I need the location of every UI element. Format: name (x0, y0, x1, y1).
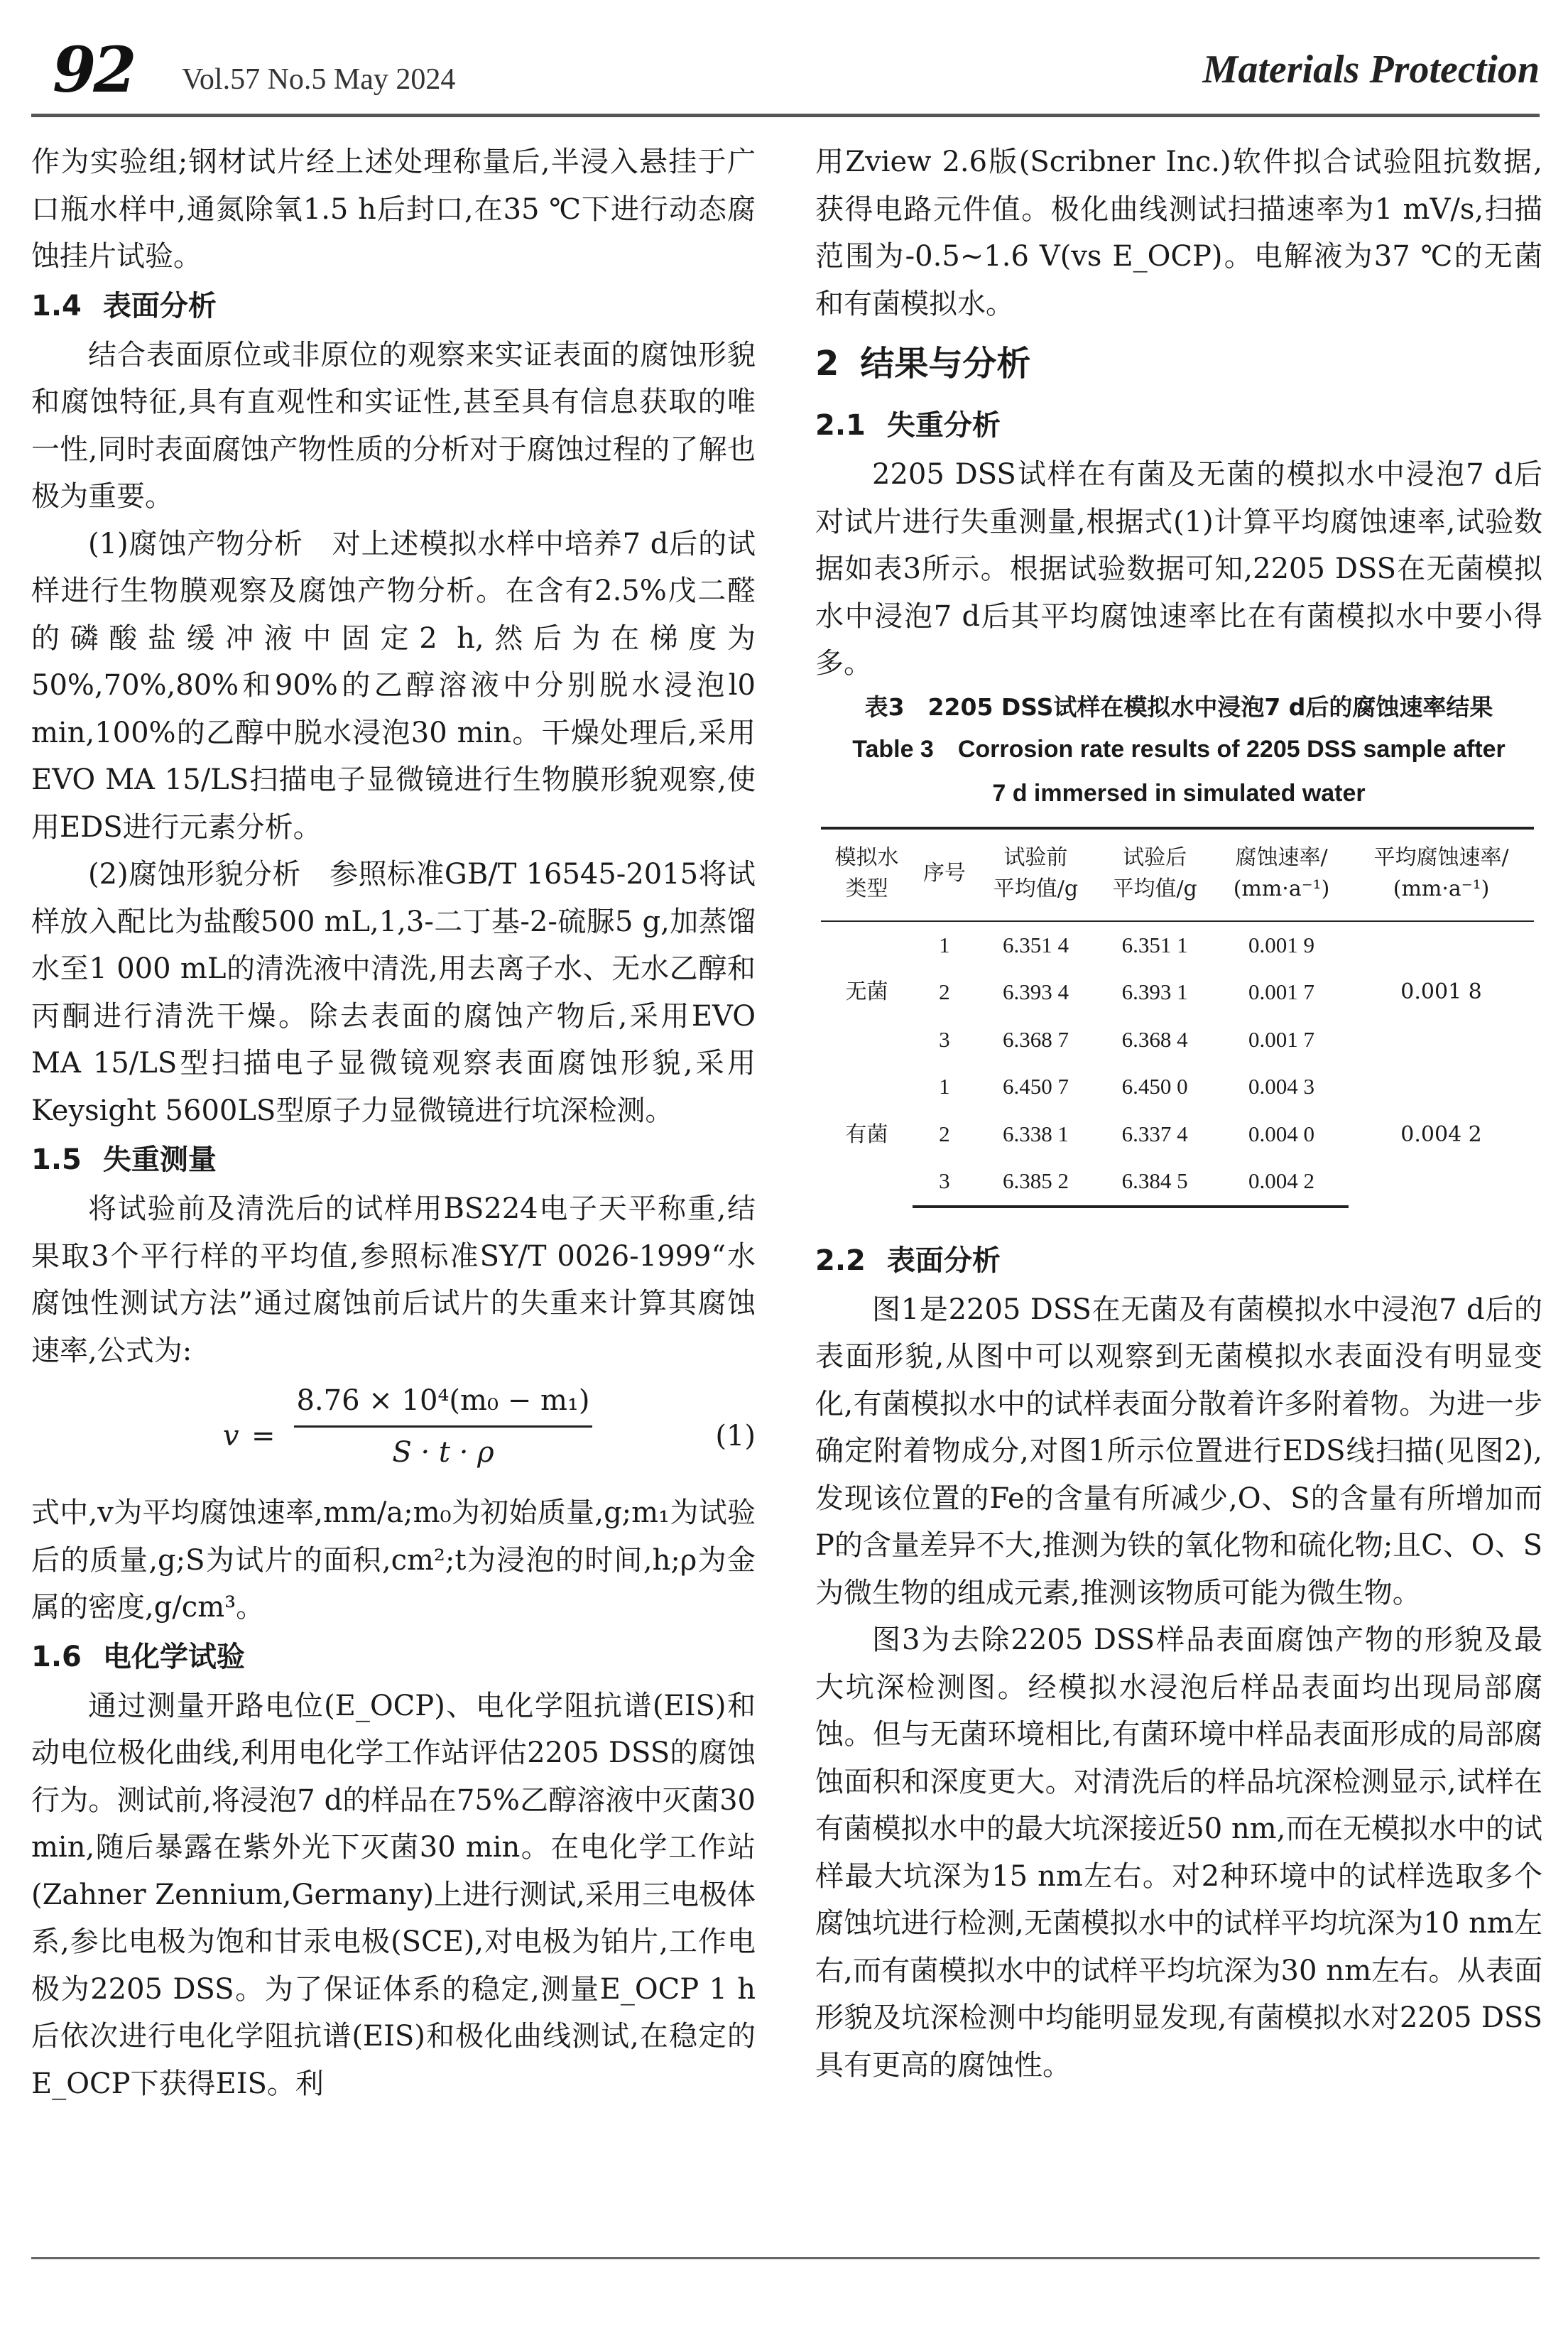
column-header: 腐蚀速率/ (mm·a⁻¹) (1214, 828, 1349, 921)
index-cell: 3 (913, 1158, 976, 1207)
after-cell: 6.384 5 (1095, 1158, 1214, 1207)
paragraph: (1)腐蚀产物分析 对上述模拟水样中培养7 d后的试样进行生物膜观察及腐蚀产物分析。在含有2.5%戊二醛的磷酸盐缓冲液中固定2 h,然后为在梯度为50%,70%,80%和90%的乙醇溶液中分别脱水浸泡l0 min,100%的乙醇中脱水浸泡30 min。干燥处理后,采用EVO MA 15/LS扫描电子显微镜进行生物膜形貌观察,使用EDS进行元素分析。 (31, 527, 756, 844)
table-caption-en: 7 d immersed in simulated water (992, 779, 1366, 807)
section-heading-2-1 (815, 401, 1542, 450)
after-cell: 6.393 1 (1121, 979, 1188, 1004)
index-cell: 2 (939, 1121, 950, 1146)
after-cell: 6.337 4 (1121, 1121, 1188, 1146)
column-header: 序号 (913, 828, 976, 921)
section-title: 表面分析 (102, 289, 217, 322)
paragraph: (2)腐蚀形貌分析 参照标准GB/T 16545-2015将试样放入配比为盐酸500 mL,1,3-二丁基-2-硫脲5 g,加蒸馏水至1 000 mL的清洗液中清洗,用去离子水、无水乙醇和丙酮进行清洗干燥。除去表面的腐蚀产物后,采用EVO MA 15/LS型扫描电子显微镜观察表面腐蚀形貌,采用Keysight 5600LS型原子力显微镜进行坑深检测。 (31, 858, 756, 1127)
rate-cell: 0.001 7 (1248, 979, 1314, 1004)
column-header: 试验后 平均值/g (1095, 828, 1214, 921)
section-heading-1-6 (31, 1633, 756, 1681)
paragraph-continued: 用Zview 2.6版(Scribner Inc.)软件拟合试验阻抗数据,获得电路元件值。极化曲线测试扫描速率为1 mV/s,扫描范围为-0.5~1.6 V(vs E_OCP)。电解液为37 ℃的无菌和有菌模拟水。 (815, 146, 1542, 320)
rate-cell: 0.004 2 (1214, 1158, 1349, 1207)
section-number: 2.2 (815, 1244, 866, 1277)
section-number: 2 (815, 344, 839, 384)
index-cell: 1 (939, 932, 950, 957)
avg-rate-cell: 0.001 8 (1400, 979, 1482, 1004)
before-cell: 6.450 7 (1002, 1074, 1069, 1099)
water-type-cell: 无菌 (845, 979, 888, 1004)
left-column (31, 138, 756, 2107)
paragraph: 将试验前及清洗后的试样用BS224电子天平称重,结果取3个平行样的平均值,参照标准SY/T 0026-1999“水腐蚀性测试方法”通过腐蚀前后试片的失重来计算其腐蚀速率,公式为: (31, 1192, 756, 1367)
equation-1 (31, 1379, 756, 1485)
journal-title: Materials Protection (1202, 48, 1540, 92)
table-row (821, 1063, 1534, 1111)
section-heading-1-4 (31, 282, 756, 330)
before-cell: 6.351 4 (1002, 932, 1069, 957)
section-title: 失重分析 (886, 409, 1001, 442)
column-header: 模拟水 类型 (821, 828, 913, 921)
section-number: 1.4 (31, 289, 82, 322)
table-caption-en: Table 3 Corrosion rate results of 2205 DSS sample after (852, 735, 1506, 763)
paragraph: 图1是2205 DSS在无菌及有菌模拟水中浸泡7 d后的表面形貌,从图中可以观察到无菌模拟水表面没有明显变化,有菌模拟水中的试样表面分散着许多附着物。为进一步确定附着物成分,对图1所示位置进行EDS线扫描(见图2),发现该位置的Fe的含量有所减少,O、S的含量有所增加而P的含量差异不大,推测为铁的氧化物和硫化物;且C、O、S为微生物的组成元素,推测该物质可能为微生物。 (815, 1293, 1542, 1609)
before-cell: 6.368 7 (1002, 1026, 1069, 1052)
section-title: 失重测量 (102, 1143, 217, 1176)
page-header (31, 27, 1540, 112)
avg-rate-cell: 0.004 2 (1400, 1121, 1482, 1147)
after-cell: 6.450 0 (1121, 1074, 1188, 1099)
table-header-row (821, 828, 1534, 921)
table-caption-cn: 表3 2205 DSS试样在模拟水中浸泡7 d后的腐蚀速率结果 (864, 692, 1493, 721)
paragraph: 2205 DSS试样在有菌及无菌的模拟水中浸泡7 d后对试片进行失重测量,根据式(1)计算平均腐蚀速率,试验数据如表3所示。根据试验数据可知,2205 DSS在无菌模拟水中浸泡7 d后其平均腐蚀速率比在有菌模拟水中要小得多。 (815, 458, 1542, 680)
rate-cell: 0.004 3 (1248, 1074, 1314, 1099)
index-cell: 1 (939, 1074, 950, 1099)
column-header: 试验前 平均值/g (976, 828, 1096, 921)
before-cell: 6.385 2 (976, 1158, 1096, 1207)
section-title: 表面分析 (886, 1244, 1001, 1277)
water-type-cell: 有菌 (845, 1121, 888, 1147)
equation-denominator: S · t · ρ (392, 1436, 494, 1469)
before-cell: 6.338 1 (1002, 1121, 1069, 1146)
before-cell: 6.393 4 (1002, 979, 1069, 1004)
index-cell: 2 (939, 979, 950, 1004)
fraction-bar (294, 1425, 592, 1428)
after-cell: 6.368 4 (1121, 1026, 1188, 1052)
section-title: 结果与分析 (860, 344, 1031, 384)
paragraph: 图3为去除2205 DSS样品表面腐蚀产物的形貌及最大坑深检测图。经模拟水浸泡后样品表面均出现局部腐蚀。但与无菌环境相比,有菌环境中样品表面形成的局部腐蚀面积和深度更大。对清洗后的样品坑深检测显示,试样在有菌模拟水中的最大坑深接近50 nm,而在无模拟水中的试样最大坑深为15 nm左右。对2种环境中的试样选取多个腐蚀坑进行检测,无菌模拟水中的试样平均坑深为10 nm左右,而有菌模拟水中的试样平均坑深为30 nm左右。从表面形貌及坑深检测中均能明显发现,有菌模拟水对2205 DSS具有更高的腐蚀性。 (815, 1624, 1542, 2082)
page-number: 92 (53, 33, 134, 107)
header-rule (31, 114, 1540, 117)
index-cell: 3 (939, 1026, 950, 1052)
equation-numerator: 8.76 × 10⁴(m₀ − m₁) (296, 1384, 590, 1417)
section-number: 1.6 (31, 1640, 82, 1673)
paragraph-intro: 作为实验组;钢材试片经上述处理称量后,半浸入悬挂于广口瓶水样中,通氮除氧1.5 h后封口,在35 ℃下进行动态腐蚀挂片试验。 (31, 146, 756, 273)
table-row (821, 921, 1534, 969)
equation-number: (1) (715, 1420, 756, 1452)
paragraph: 结合表面原位或非原位的观察来实证表面的腐蚀形貌和腐蚀特征,具有直观性和实证性,甚至具有信息获取的唯一性,同时表面腐蚀产物性质的分析对于腐蚀过程的了解也极为重要。 (31, 338, 756, 513)
issue-info: Vol.57 No.5 May 2024 (182, 63, 456, 96)
rate-cell: 0.004 0 (1248, 1121, 1314, 1146)
rate-cell: 0.001 9 (1248, 932, 1314, 957)
section-number: 2.1 (815, 409, 866, 442)
footer-rule (31, 2257, 1540, 2259)
section-title: 电化学试验 (102, 1640, 245, 1673)
section-heading-1-5 (31, 1136, 756, 1184)
equation-fraction (294, 1380, 592, 1473)
section-heading-2 (815, 332, 1542, 396)
paragraph: 通过测量开路电位(E_OCP)、电化学阻抗谱(EIS)和动电位极化曲线,利用电化学工作站评估2205 DSS的腐蚀行为。测试前,将浸泡7 d的样品在75%乙醇溶液中灭菌30 min,随后暴露在紫外光下灭菌30 min。在电化学工作站(Zahner Zennium,Germany)上进行测试,采用三电极体系,参比电极为饱和甘汞电极(SCE),对电极为铂片,工作电极为2205 DSS。为了保证体系的稳定,测量E_OCP 1 h后依次进行电化学阻抗谱(EIS)和极化曲线测试,在稳定的E_OCP下获得EIS。利 (31, 1689, 756, 2100)
section-heading-2-2 (815, 1237, 1542, 1285)
column-header: 平均腐蚀速率/ (mm·a⁻¹) (1349, 828, 1534, 921)
equation-equals: = (251, 1420, 276, 1452)
paragraph: 式中,v为平均腐蚀速率,mm/a;m₀为初始质量,g;m₁为试验后的质量,g;S为试片的面积,cm²;t为浸泡的时间,h;ρ为金属的密度,g/cm³。 (31, 1496, 756, 1624)
section-number: 1.5 (31, 1143, 82, 1176)
equation-lhs: v (223, 1420, 239, 1452)
right-column (815, 138, 1542, 2089)
after-cell: 6.351 1 (1121, 932, 1188, 957)
rate-cell: 0.001 7 (1248, 1026, 1314, 1052)
corrosion-rate-table (821, 827, 1534, 1208)
